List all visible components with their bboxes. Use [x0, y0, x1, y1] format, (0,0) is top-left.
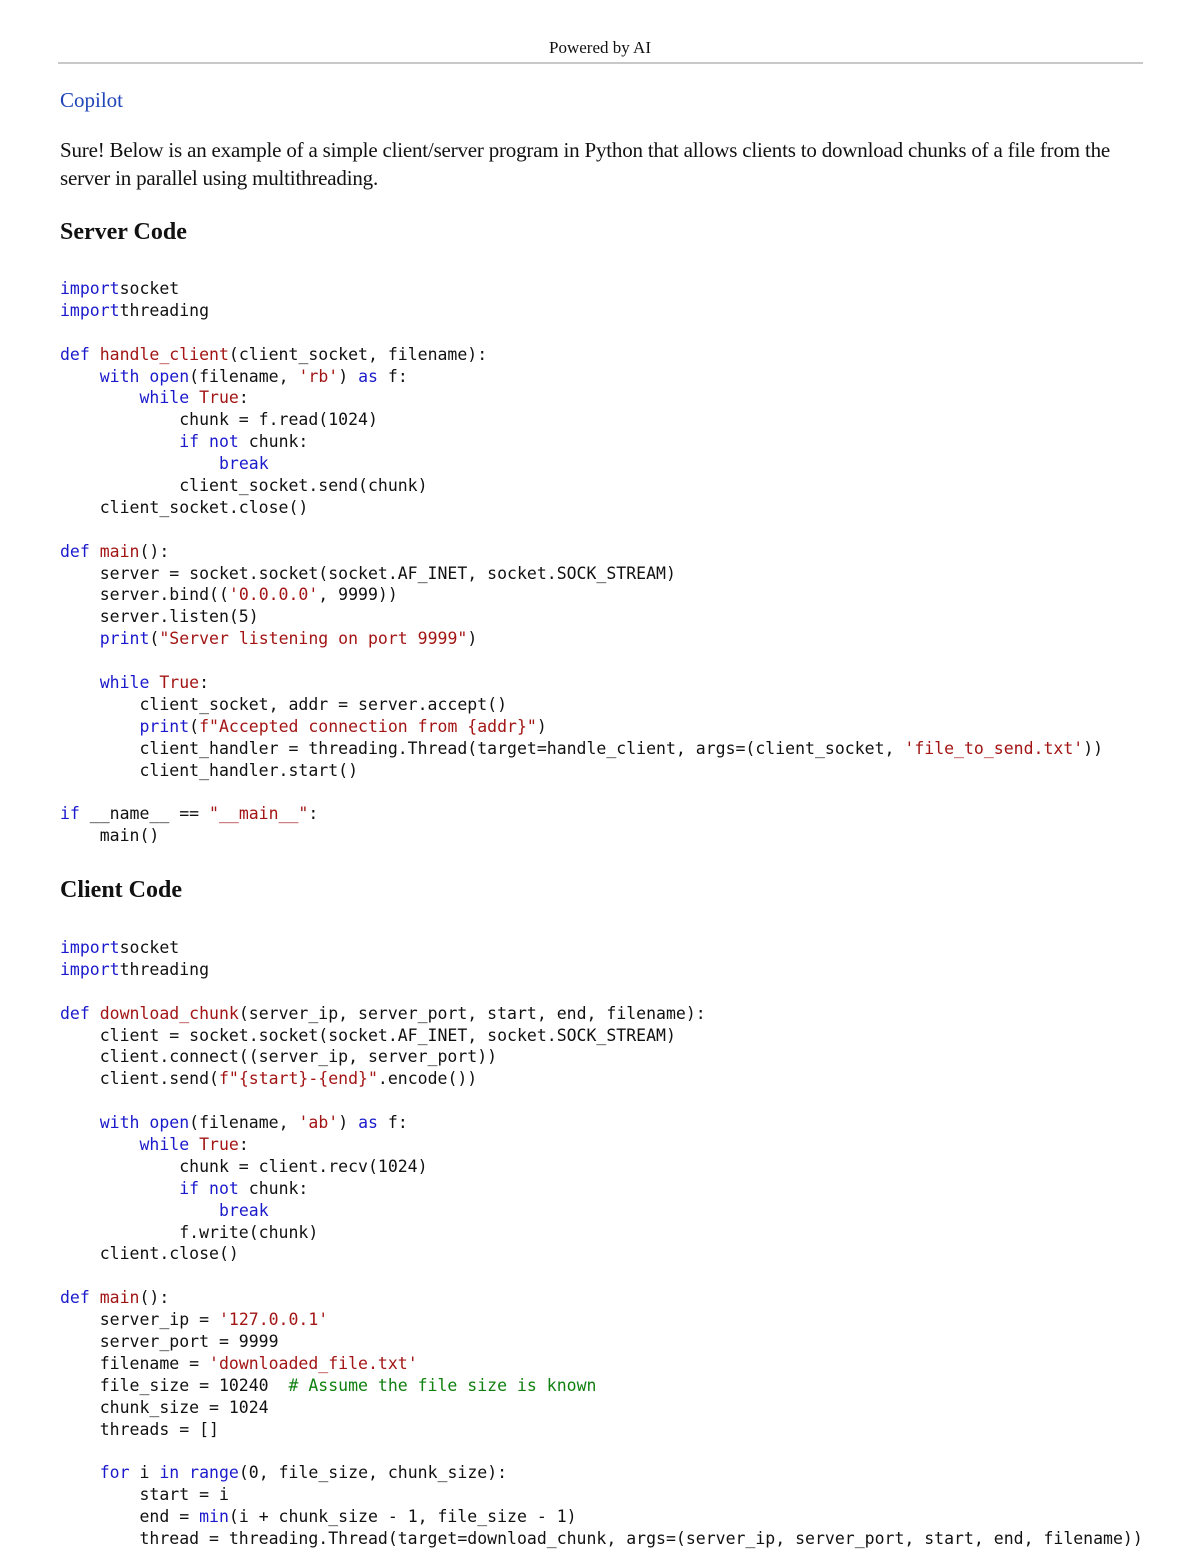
- page-header-title: Powered by AI: [549, 38, 651, 57]
- code-line: def main():: [60, 541, 170, 561]
- code-line: importthreading: [60, 959, 210, 979]
- intro-paragraph: Sure! Below is an example of a simple client/server program in Python that allows clients to download chunks of a file from the server in parallel using multithreading.: [60, 138, 1111, 190]
- code-line: server_port = 9999: [60, 1332, 279, 1352]
- code-line: client = socket.socket(socket.AF_INET, socket.SOCK_STREAM): [60, 1025, 676, 1045]
- code-line: server_ip = '127.0.0.1': [60, 1310, 329, 1330]
- code-line: client_handler.start(): [60, 760, 359, 780]
- code-line: [60, 322, 1103, 344]
- header-divider: [58, 62, 1143, 64]
- code-line: [60, 981, 1143, 1003]
- code-line: def download_chunk(server_ip, server_port, start, end, filename):: [60, 1003, 706, 1023]
- code-line: client.connect((server_ip, server_port)): [60, 1047, 498, 1067]
- code-line: chunk_size = 1024: [60, 1397, 269, 1417]
- code-line: importsocket: [60, 938, 180, 957]
- code-line: server.listen(5): [60, 607, 259, 627]
- code-line: chunk = f.read(1024): [60, 410, 378, 430]
- code-line: [60, 1265, 1143, 1287]
- code-line: break: [218, 454, 269, 474]
- code-line: importsocket: [60, 279, 180, 298]
- code-line: file_size = 10240 # Assume the file size is known: [60, 1375, 597, 1395]
- code-line: print(f"Accepted connection from {addr}"): [139, 716, 547, 736]
- code-line: end = min(i + chunk_size - 1, file_size - 1): [60, 1507, 577, 1527]
- code-line: client.close(): [60, 1244, 239, 1264]
- code-line: server = socket.socket(socket.AF_INET, socket.SOCK_STREAM): [60, 563, 676, 583]
- code-line: if __name__ == "__main__":: [60, 804, 319, 824]
- code-line: [60, 1440, 1143, 1462]
- code-line: if not chunk:: [179, 1178, 309, 1198]
- code-line: chunk = client.recv(1024): [60, 1156, 428, 1176]
- code-line: start = i: [60, 1485, 229, 1505]
- code-line: with open(filename, 'ab') as f:: [99, 1113, 408, 1133]
- code-line: [60, 519, 1103, 541]
- code-line: print("Server listening on port 9999"): [99, 629, 478, 649]
- code-line: client_socket, addr = server.accept(): [60, 694, 508, 714]
- code-line: [60, 650, 1103, 672]
- code-line: break: [218, 1200, 269, 1220]
- code-line: def handle_client(client_socket, filename):: [60, 344, 488, 364]
- code-line: thread = threading.Thread(target=download_chunk, args=(server_ip, server_port, start, end, filename)): [60, 1529, 1143, 1549]
- code-line: client_socket.close(): [60, 497, 309, 517]
- code-line: while True:: [99, 673, 210, 693]
- code-line: server.bind(('0.0.0.0', 9999)): [60, 585, 398, 605]
- code-line: with open(filename, 'rb') as f:: [99, 366, 408, 386]
- code-line: client_handler = threading.Thread(target=handle_client, args=(client_socket, 'file_to_send.txt')): [60, 738, 1104, 758]
- server-code-block: [60, 278, 1103, 847]
- code-line: for i in range(0, file_size, chunk_size):: [99, 1463, 508, 1483]
- code-line: client_socket.send(chunk): [60, 476, 428, 496]
- code-line: while True:: [139, 1135, 249, 1155]
- code-line: client.send(f"{start}-{end}".encode()): [60, 1069, 478, 1089]
- code-line: [60, 1090, 1143, 1112]
- code-line: def main():: [60, 1288, 170, 1308]
- client-code-block: [60, 937, 1143, 1550]
- code-line: f.write(chunk): [60, 1222, 319, 1242]
- speaker-name: Copilot: [60, 88, 124, 112]
- code-line: filename = 'downloaded_file.txt': [60, 1353, 418, 1373]
- code-line: while True:: [139, 388, 249, 408]
- client-code-heading: Client Code: [60, 877, 182, 903]
- code-line: main(): [60, 826, 160, 846]
- code-line: threads = []: [60, 1419, 219, 1439]
- code-line: importthreading: [60, 300, 210, 320]
- code-line: [60, 781, 1103, 803]
- code-line: if not chunk:: [179, 432, 309, 452]
- server-code-heading: Server Code: [60, 219, 187, 245]
